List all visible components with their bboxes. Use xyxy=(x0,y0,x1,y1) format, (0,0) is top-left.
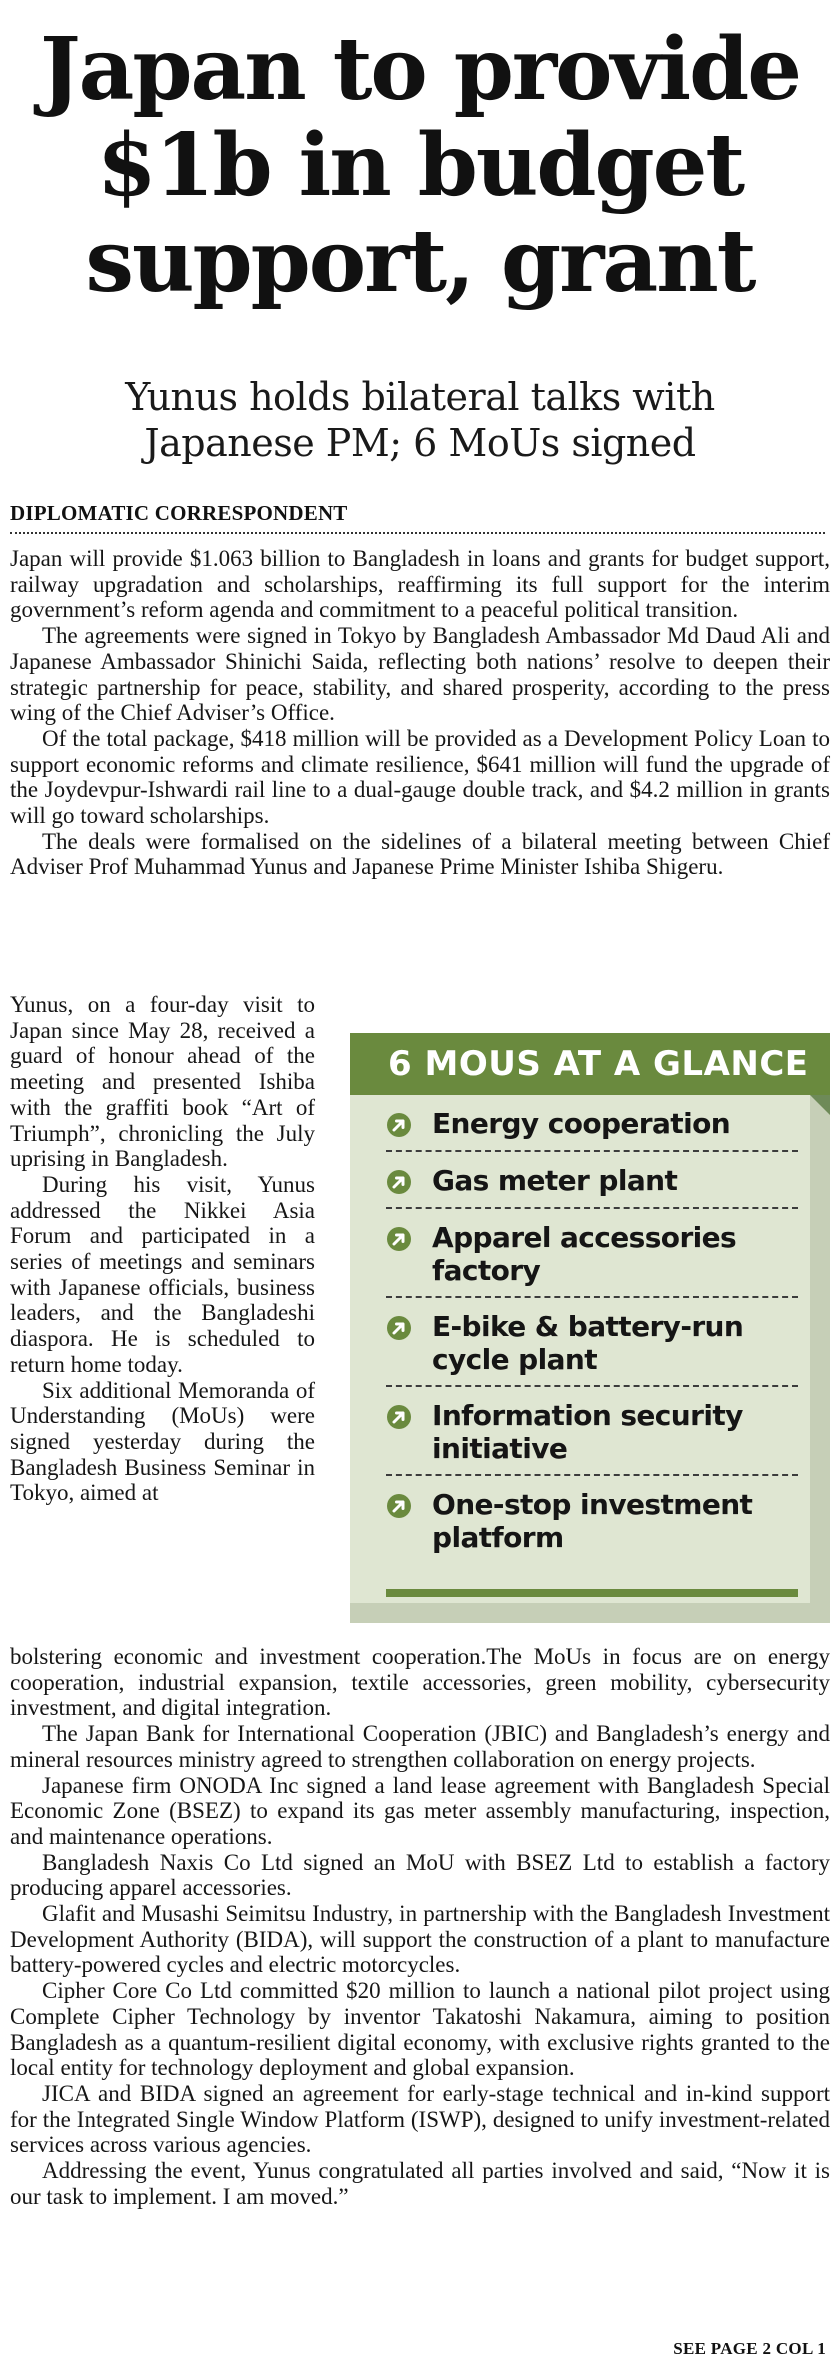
continued-link[interactable]: SEE PAGE 2 COL 1 xyxy=(673,2339,826,2358)
sidebar-fold-corner xyxy=(810,1095,830,1115)
subheadline-line: Japanese PM; 6 MoUs signed xyxy=(144,421,696,465)
arrow-circle-icon xyxy=(386,1226,412,1252)
byline: DIPLOMATIC CORRESPONDENT xyxy=(10,501,348,525)
item-divider xyxy=(386,1207,798,1209)
mou-label: E-bike & battery-run cycle plant xyxy=(432,1310,744,1376)
article-body-top xyxy=(10,546,830,880)
sidebar-header xyxy=(350,1033,830,1095)
paragraph: Bangladesh Naxis Co Ltd signed an MoU with BSEZ Ltd to establish a factory producing apparel accessories. xyxy=(10,1849,830,1901)
paragraph: The Japan Bank for International Cooperation (JBIC) and Bangladesh’s energy and mineral resources ministry agreed to strengthen collaboration on energy projects. xyxy=(10,1721,830,1772)
sidebar-footer-bar xyxy=(386,1589,798,1597)
sidebar-title: 6 MOUS AT A GLANCE xyxy=(388,1044,809,1084)
item-divider xyxy=(386,1474,798,1476)
paragraph: The deals were formalised on the sidelines of a bilateral meeting between Chief Adviser Prof Muhammad Yunus and Japanese Prime Minister Ishiba Shigeru. xyxy=(10,828,830,880)
item-divider xyxy=(386,1385,798,1387)
mou-label: Gas meter plant xyxy=(432,1164,678,1197)
paragraph: Japanese firm ONODA Inc signed a land lease agreement with Bangladesh Special Economic Zone (BSEZ) to expand its gas meter assembly manufacturing, inspection, and maintenance operations. xyxy=(10,1772,830,1849)
article-body-column xyxy=(10,992,315,1506)
arrow-circle-icon xyxy=(386,1112,412,1138)
article-body-bottom xyxy=(10,1644,830,2209)
paragraph: bolstering economic and investment cooperation.The MoUs in focus are on energy cooperation, industrial expansion, textile accessories, green mobility, cybersecurity investment, and digital integration. xyxy=(10,1644,830,1721)
paragraph: Addressing the event, Yunus congratulated all parties involved and said, “Now it is our task to implement. I am moved.” xyxy=(10,2158,830,2209)
headline-line: Japan to provide xyxy=(39,19,801,120)
paragraph: JICA and BIDA signed an agreement for early-stage technical and in-kind support for the Integrated Single Window Platform (ISWP), designed to unify investment-related services across various agencies. xyxy=(10,2080,830,2158)
paragraph: Japan will provide $1.063 billion to Bangladesh in loans and grants for budget support, railway upgradation and scholarships, reaffirming its full support for the interim government’s reform agenda and commitment to a peaceful political transition. xyxy=(10,546,830,623)
headline-line: support, grant xyxy=(85,211,755,312)
arrow-circle-icon xyxy=(386,1315,412,1341)
headline-line: $1b in budget xyxy=(96,115,744,216)
paragraph: Of the total package, $418 million will be provided as a Development Policy Loan to support economic reforms and climate resilience, $641 million will fund the upgrade of the Joydevpur-Ishwardi rail line to a dual-gauge double track, and $4.2 million in grants will go toward scholarships. xyxy=(10,725,830,829)
paragraph: Six additional Memoranda of Understanding (MoUs) were signed yesterday during the Bangladesh Business Seminar in Tokyo, aimed at xyxy=(10,1377,315,1506)
paragraph: Glafit and Musashi Seimitsu Industry, in partnership with the Bangladesh Investment Development Authority (BIDA), will support the construction of a plant to manufacture battery-powered cycles and electric motorcycles. xyxy=(10,1901,830,1978)
subheadline-line: Yunus holds bilateral talks with xyxy=(125,375,715,419)
arrow-circle-icon xyxy=(386,1493,412,1519)
paragraph: During his visit, Yunus addressed the Nikkei Asia Forum and participated in a series of meetings and seminars with Japanese officials, business leaders, and the Bangladeshi diaspora. He is scheduled to return home today. xyxy=(10,1171,315,1377)
byline-divider xyxy=(10,532,825,534)
item-divider xyxy=(386,1150,798,1152)
item-divider xyxy=(386,1296,798,1298)
paragraph: Yunus, on a four-day visit to Japan since May 28, received a guard of honour ahead of the meeting and presented Ishiba with the graffiti book “Art of Triumph”, chronicling the July uprising in Bangladesh. xyxy=(10,992,315,1172)
mou-label: Information security initiative xyxy=(432,1399,743,1465)
mous-sidebar xyxy=(350,1033,830,1623)
mou-label: Energy cooperation xyxy=(432,1107,731,1140)
arrow-circle-icon xyxy=(386,1404,412,1430)
mou-label: Apparel accessories factory xyxy=(432,1221,737,1287)
paragraph: Cipher Core Co Ltd committed $20 million to launch a national pilot project using Complete Cipher Technology by inventor Takatoshi Nakamura, aiming to position Bangladesh as a quantum-resilient digital economy, with exclusive rights granted to the local entity for technology deployment and global expansion. xyxy=(10,1978,830,2081)
subheadline xyxy=(10,374,830,466)
mou-label: One-stop investment platform xyxy=(432,1488,753,1554)
arrow-circle-icon xyxy=(386,1169,412,1195)
paragraph: The agreements were signed in Tokyo by Bangladesh Ambassador Md Daud Ali and Japanese Ambassador Shinichi Saida, reflecting both nations’ resolve to deepen their strategic partnership for peace, stability, and shared prosperity, according to the press wing of the Chief Adviser’s Office. xyxy=(10,623,830,726)
headline xyxy=(6,19,834,312)
